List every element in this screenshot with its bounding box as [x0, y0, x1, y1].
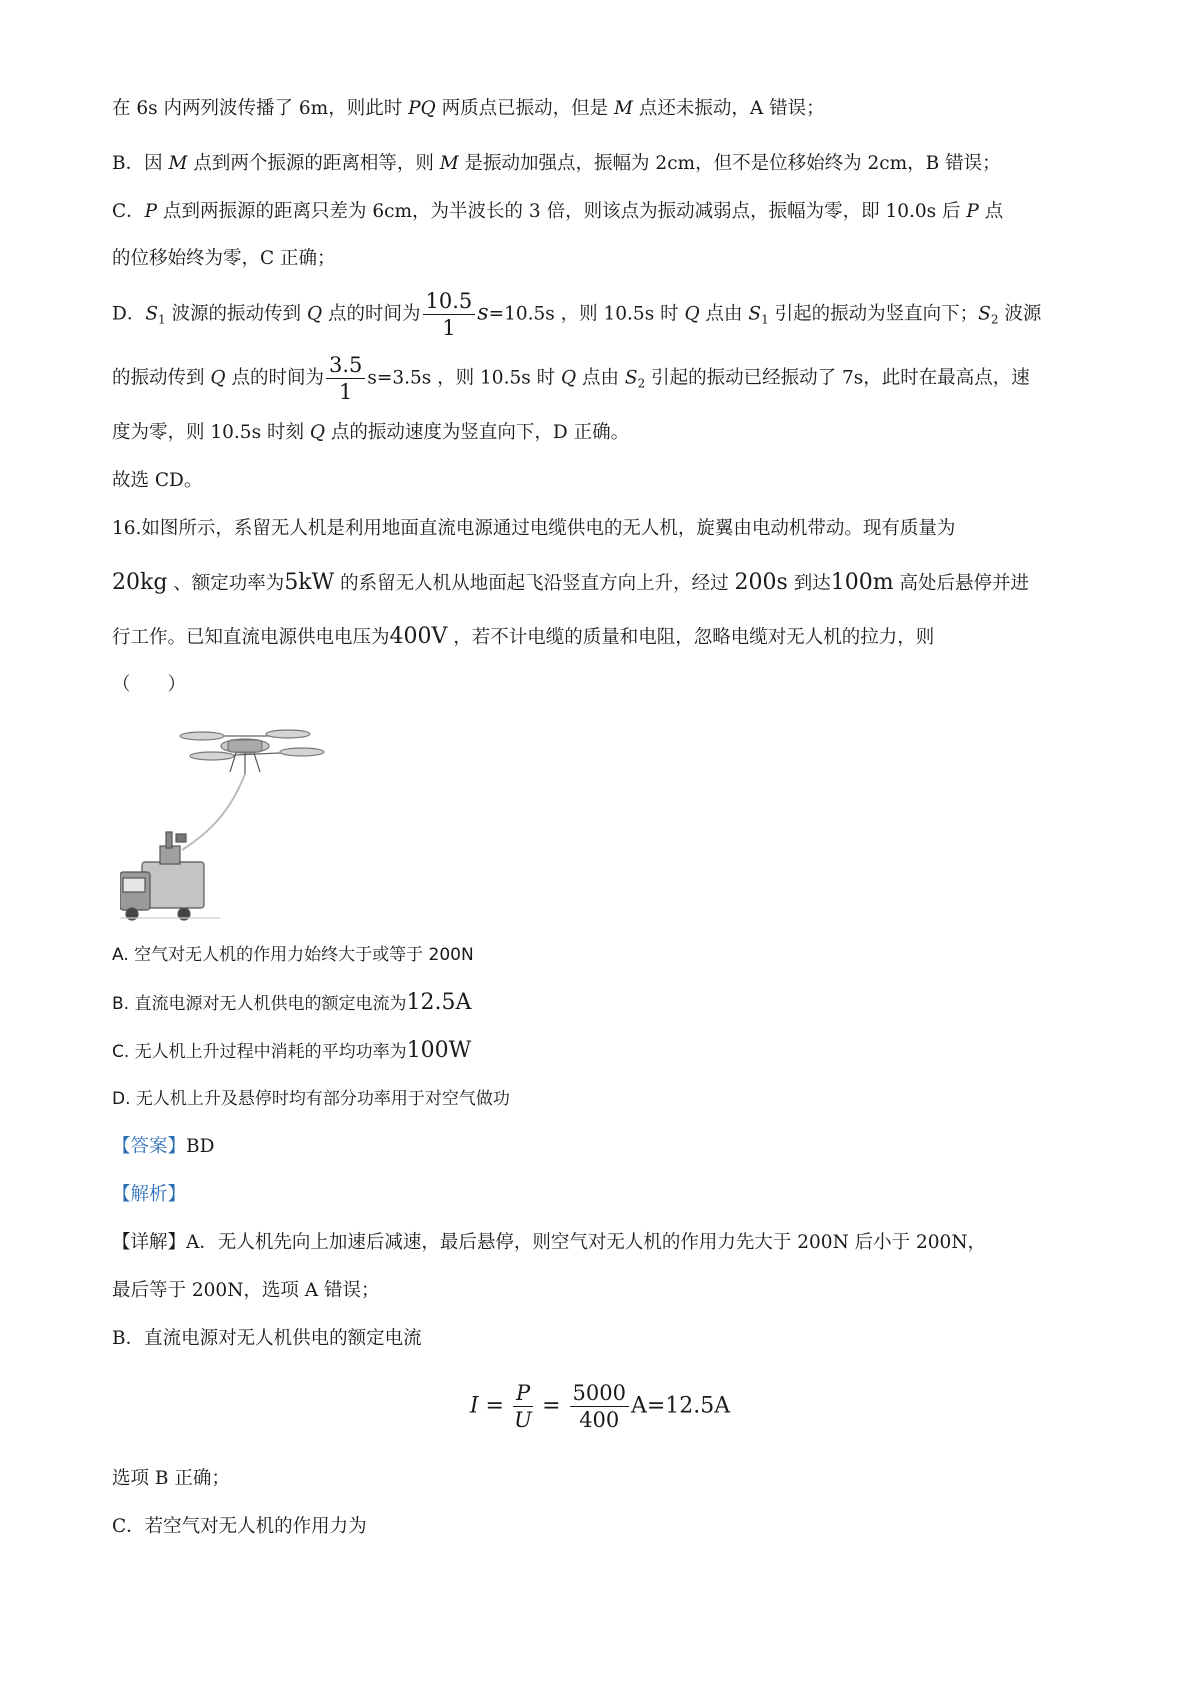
q16-stem-line-1: 16.如图所示，系留无人机是利用地面直流电源通过电缆供电的无人机，旋翼由电动机带动。现有质量为 — [112, 518, 956, 539]
current-equation: I = $\frac{P}{U}$ = $\frac{5000}{400}$ A=12.5A — [469, 1381, 731, 1432]
q16-answer-blank: （ ） — [112, 674, 187, 695]
q15-line-2: B．因 M 点到两个振源的距离相等，则 M 是振动加强点，振幅为 2cm，但不是位移始终为 2cm，B 错误； — [112, 153, 1001, 174]
fraction-5000-over-400: $\frac{5000}{400}$ — [570, 1380, 629, 1433]
q15-conclusion: 故选 CD。 — [112, 470, 203, 491]
detail-line-c: C．若空气对无人机的作用力为 — [112, 1516, 367, 1537]
fraction-time-s2: $\frac{3.5}{1}$ — [326, 352, 365, 405]
analysis-label: 【解析】 — [112, 1184, 187, 1205]
option-d: D. 无人机上升及悬停时均有部分功率用于对空气做功 — [112, 1089, 510, 1109]
q15-line-7: 度为零，则 10.5s 时刻 Q 点的振动速度为竖直向下，D 正确。 — [112, 422, 630, 443]
option-b: B. 直流电源对无人机供电的额定电流为12.5A — [112, 990, 472, 1015]
answer-value: BD — [186, 1136, 215, 1157]
tethered-drone-figure — [120, 722, 350, 922]
fraction-p-over-u: $\frac{P}{U}$ — [514, 1381, 532, 1432]
q16-stem-line-3: 行工作。已知直流电源供电电压为400V ，若不计电缆的质量和电阻，忽略电缆对无人机的拉力，则 — [112, 624, 935, 649]
tether-cable — [182, 774, 245, 850]
detail-line-a: 【详解】A．无人机先向上加速后减速，最后悬停，则空气对无人机的作用力先大于 200N 后小于 200N， — [112, 1232, 987, 1253]
option-a: A. 空气对无人机的作用力始终大于或等于 200N — [112, 945, 474, 965]
q15-line-4: 的位移始终为零，C 正确； — [112, 248, 336, 269]
q16-stem-line-2: 20kg 、额定功率为5kW 的系留无人机从地面起飞沿竖直方向上升，经过 200s 到达100m 高处后悬停并进 — [112, 570, 1029, 595]
q15-line-6: 的振动传到 Q 点的时间为 $\frac{3.5}{1}$ s=3.5s ，则 10.5s 时 Q 点由 $S_2$ 引起的振动已经振动了 7s，此时在最高点，速 — [112, 353, 1030, 404]
detail-line-a2: 最后等于 200N，选项 A 错误； — [112, 1280, 380, 1301]
q15-line-5: D．$S_1$ 波源的振动传到 Q 点的时间为 $\frac{10.5}{1}$ s=10.5s ，则 10.5s 时 Q 点由 $S_1$ 引起的振动为竖直向下；$S_2$ 波源 — [112, 289, 1042, 340]
q15-line-3: C．P 点到两振源的距离只差为 6cm，为半波长的 3 倍，则该点为振动减弱点，振幅为零，即 10.0s 后 P 点 — [112, 201, 1004, 222]
answer-line: 【答案】BD — [112, 1136, 215, 1157]
ground-vehicle-icon — [120, 832, 220, 920]
detail-line-b2: 选项 B 正确； — [112, 1468, 230, 1489]
option-c: C. 无人机上升过程中消耗的平均功率为100W — [112, 1038, 472, 1063]
drone-icon — [180, 730, 324, 774]
fraction-time-s1: $\frac{10.5}{1}$ — [423, 288, 476, 341]
q15-line-1: 在 6s 内两列波传播了 6m，则此时 PQ 两质点已振动，但是 M 点还未振动，A 错误； — [112, 98, 825, 119]
detail-line-b: B．直流电源对无人机供电的额定电流 — [112, 1328, 422, 1349]
